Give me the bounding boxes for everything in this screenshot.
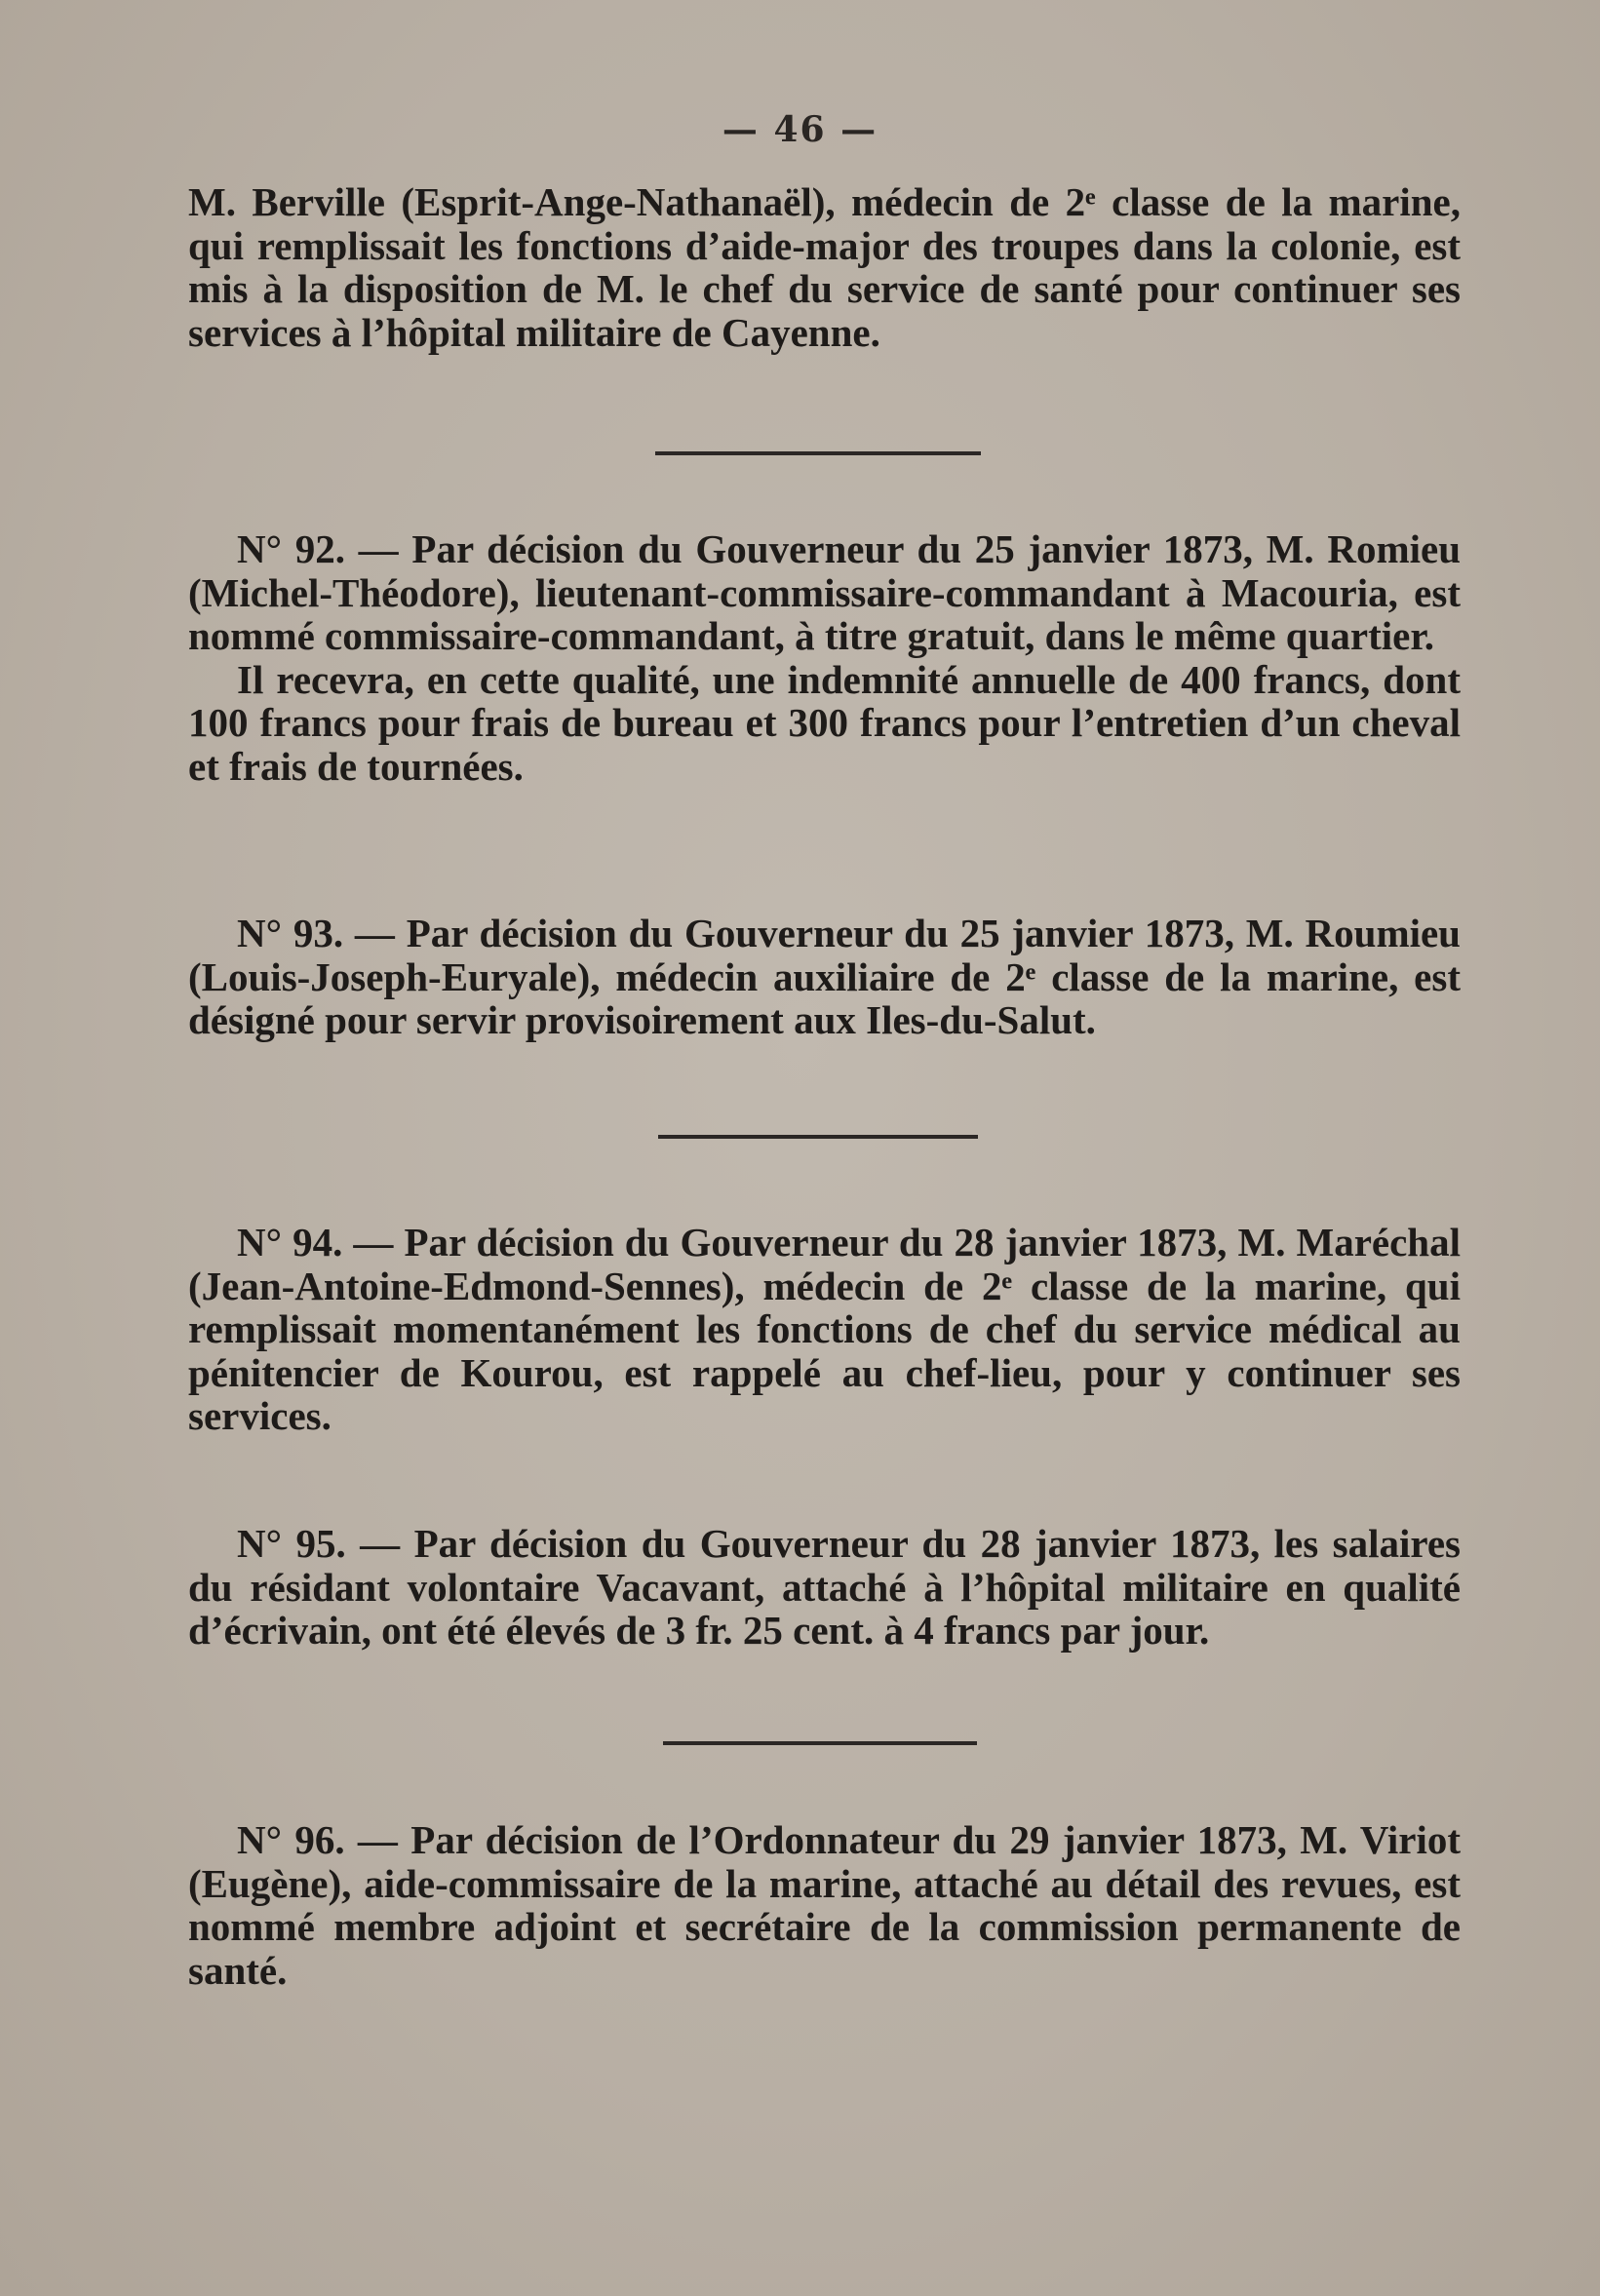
page-number: — 46 — bbox=[722, 109, 878, 150]
section-divider bbox=[655, 451, 981, 455]
paragraph: N° 94. — Par décision du Gouverneur du 28 janvier 1873, M. Maréchal (Jean-Antoine-Edmond-Sennes), médecin de 2ᵉ classe de la marine, qui remplissait momentanément les fonctions de chef du service médical au pénitencier de Kourou, est rappelé au chef-lieu, pour y continuer ses services. bbox=[188, 1220, 1461, 1438]
paragraph: N° 93. — Par décision du Gouverneur du 25 janvier 1873, M. Roumieu (Louis-Joseph-Euryale), médecin auxiliaire de 2ᵉ classe de la marine, est désigné pour servir provisoirement aux Iles-du-Salut. bbox=[188, 911, 1461, 1042]
paragraph: N° 92. — Par décision du Gouverneur du 25 janvier 1873, M. Romieu (Michel-Théodore), lieutenant-commissaire-commandant à Macouria, est nommé commissaire-commandant, à titre gratuit, dans le même quartier. bbox=[188, 526, 1461, 658]
paragraph: M. Berville (Esprit-Ange-Nathanaël), médecin de 2ᵉ classe de la marine, qui remplissait les fonctions d’aide-major des troupes dans la colonie, est mis à la disposition de M. le chef du service de santé pour continuer ses services à l’hôpital militaire de Cayenne. bbox=[188, 179, 1461, 355]
paragraph: N° 96. — Par décision de l’Ordonnateur du 29 janvier 1873, M. Viriot (Eugène), aide-commissaire de la marine, attaché au détail des revues, est nommé membre adjoint et secrétaire de la commission permanente de santé. bbox=[188, 1817, 1461, 1993]
entry-95 bbox=[188, 1522, 1461, 1653]
paragraph: Il recevra, en cette qualité, une indemnité annuelle de 400 francs, dont 100 francs pour frais de bureau et 300 francs pour l’entretien d’un cheval et frais de tournées. bbox=[188, 656, 1461, 789]
section-divider bbox=[663, 1741, 977, 1745]
entry-92 bbox=[188, 527, 1461, 788]
section-divider bbox=[658, 1135, 978, 1139]
entry-94 bbox=[188, 1221, 1461, 1438]
paragraph: N° 95. — Par décision du Gouverneur du 28 janvier 1873, les salaires du résidant volontaire Vacavant, attaché à l’hôpital militaire en qualité d’écrivain, ont été élevés de 3 fr. 25 cent. à 4 francs par jour. bbox=[188, 1521, 1461, 1653]
entry-berville bbox=[188, 180, 1461, 354]
entry-93 bbox=[188, 912, 1461, 1042]
entry-96 bbox=[188, 1818, 1461, 1992]
